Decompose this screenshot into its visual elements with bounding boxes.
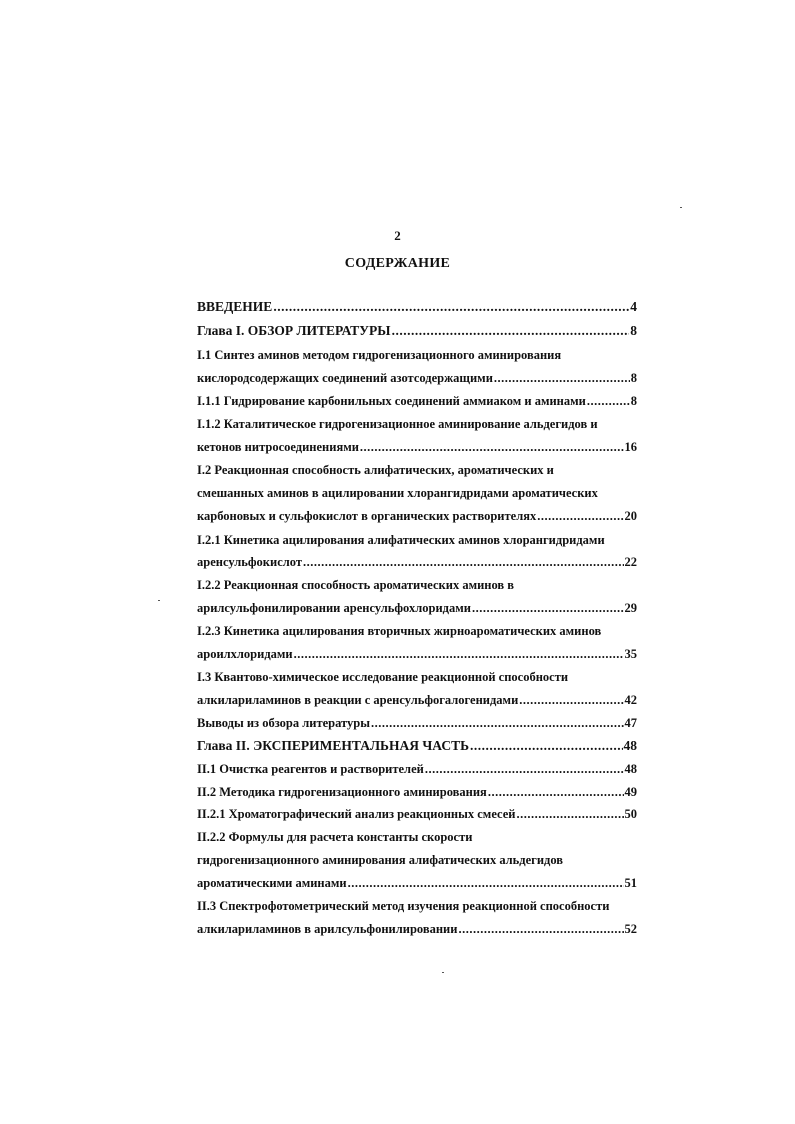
toc-line: I.2.3 Кинетика ацилирования вторичных жирноароматических аминов: [197, 624, 602, 638]
toc-entry: карбоновых и сульфокислот в органических растворителях ..... 20: [197, 508, 637, 524]
toc-line: смешанных аминов в ацилировании хлорангидридами ароматических: [197, 486, 598, 500]
scan-speck: [680, 207, 682, 208]
toc-line: II.3 Спектрофотометрический метод изучения реакционной способности: [197, 899, 610, 913]
toc-line: I.2.1 Кинетика ацилирования алифатических аминов хлорангидридами: [197, 533, 605, 547]
scan-speck: [158, 600, 160, 601]
toc-entry: Выводы из обзора литературы ..... 47: [197, 715, 637, 731]
toc-entry: ароилхлоридами ..... 35: [197, 646, 637, 662]
toc-entry: ВВЕДЕНИЕ ..... 4: [197, 299, 637, 315]
toc-entry: II.2 Методика гидрогенизационного аминирования ..... 49: [197, 784, 637, 800]
toc-line: I.1 Синтез аминов методом гидрогенизационного аминирования: [197, 348, 562, 362]
toc-line: I.2 Реакционная способность алифатических, ароматических и: [197, 463, 554, 477]
toc-entry: арилсульфонилировании аренсульфохлоридами ..... 29: [197, 600, 637, 616]
page-number: 2: [394, 228, 401, 243]
toc-entry: алкилариламинов в арилсульфонилировании ..... 52: [197, 921, 637, 937]
toc-entry: кетонов нитросоединениями ..... 16: [197, 439, 637, 455]
toc-entry: алкилариламинов в реакции с аренсульфогалогенидами ..... 42: [197, 692, 637, 708]
toc-line: II.2.2 Формулы для расчета константы скорости: [197, 830, 473, 844]
toc-line: I.1.2 Каталитическое гидрогенизационное аминирование альдегидов и: [197, 417, 598, 431]
toc-entry: Глава I. ОБЗОР ЛИТЕРАТУРЫ ..... 8: [197, 323, 637, 339]
toc-entry: аренсульфокислот ..... 22: [197, 554, 637, 570]
scan-speck: [442, 972, 444, 973]
toc-entry: I.1.1 Гидрирование карбонильных соединений аммиаком и аминами ..... 8: [197, 393, 637, 409]
toc-entry: II.2.1 Хроматографический анализ реакционных смесей ..... 50: [197, 806, 637, 822]
toc-entry: ароматическими аминами ..... 51: [197, 875, 637, 891]
toc-entry: кислородсодержащих соединений азотсодержащими ..... 8: [197, 370, 637, 386]
toc-entry: Глава II. ЭКСПЕРИМЕНТАЛЬНАЯ ЧАСТЬ ..... 48: [197, 738, 637, 754]
toc-entry: II.1 Очистка реагентов и растворителей ..... 48: [197, 761, 637, 777]
toc-line: гидрогенизационного аминирования алифатических альдегидов: [197, 853, 564, 867]
page-title: СОДЕРЖАНИЕ: [344, 256, 451, 271]
toc-line: I.2.2 Реакционная способность ароматических аминов в: [197, 578, 515, 592]
toc-line: I.3 Квантово-химическое исследование реакционной способности: [197, 670, 569, 684]
